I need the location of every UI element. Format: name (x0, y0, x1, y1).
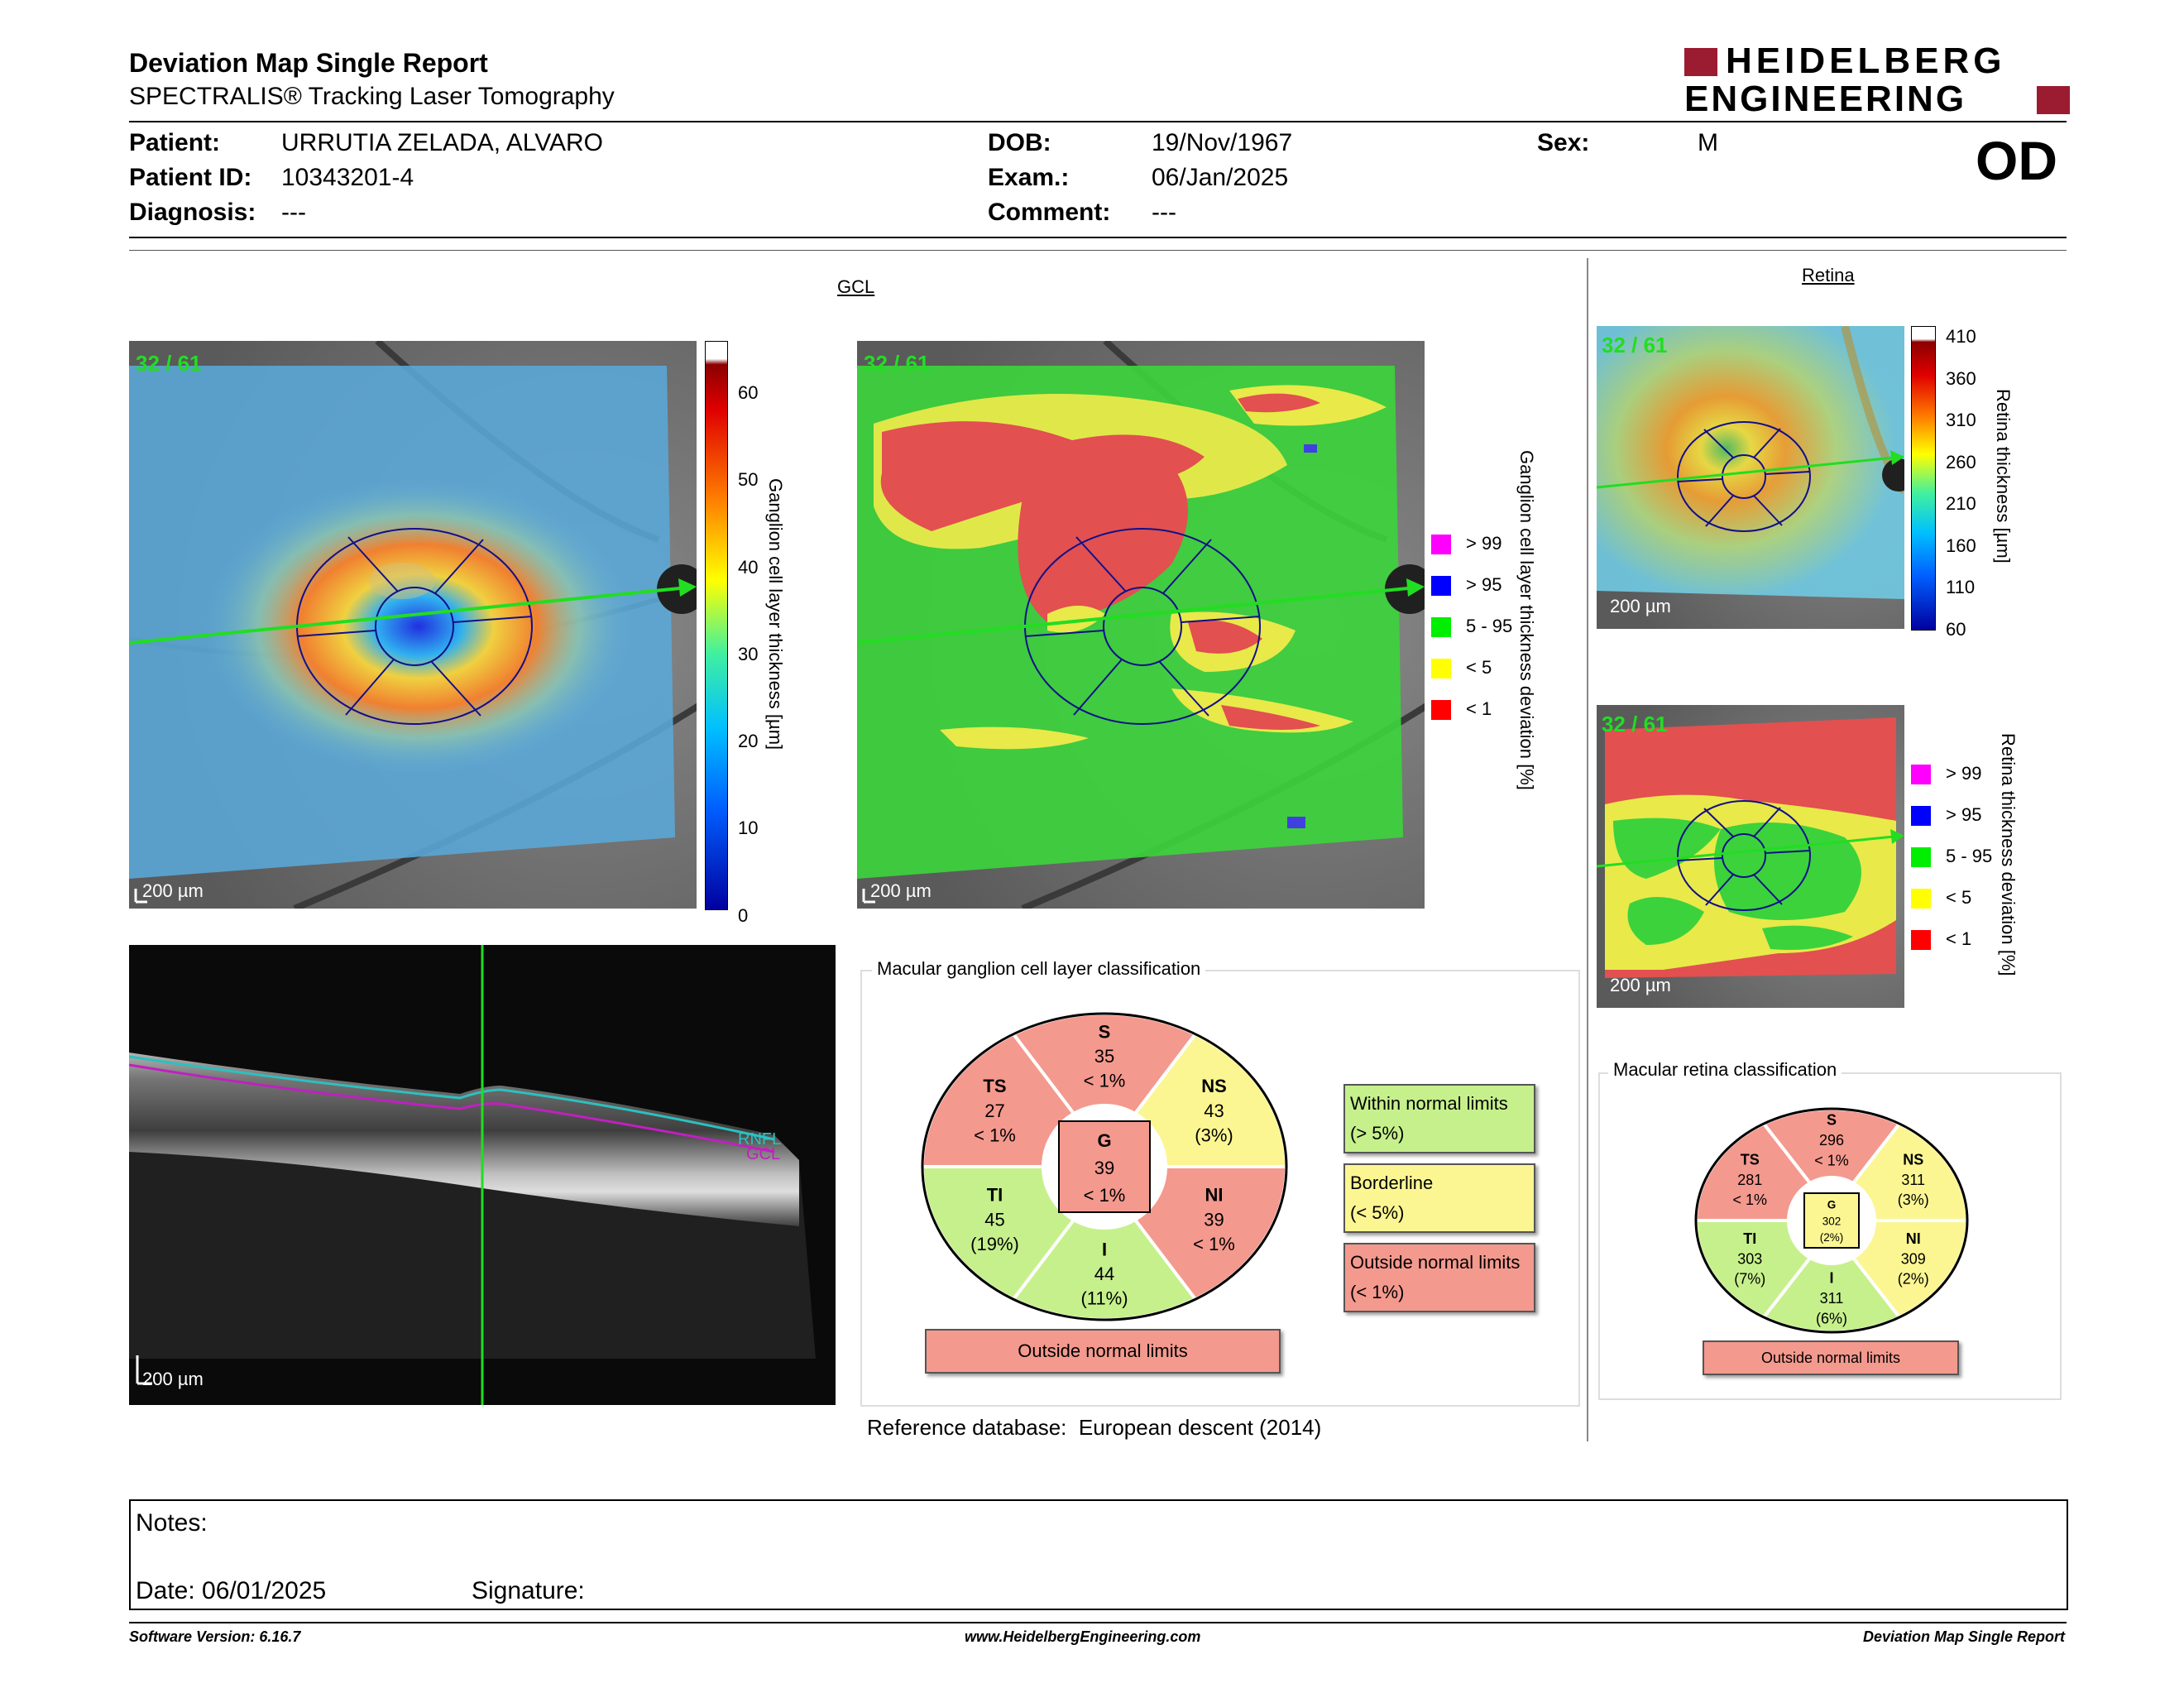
sector-ni-text: 309 (1900, 1250, 1926, 1268)
retina-colorbar (1911, 326, 1936, 631)
legend-item (1431, 533, 1502, 554)
sector-ni-text: 39 (1204, 1209, 1224, 1230)
comment-label: Comment: (988, 199, 1111, 226)
bscan-svg (129, 945, 836, 1405)
retina-thickness-svg (1597, 326, 1904, 629)
sector-ns-text: NS (1903, 1151, 1924, 1168)
legend-label: < 1 (1946, 928, 1972, 949)
sector-ts-text: 27 (984, 1100, 1005, 1121)
sector-g-text: 39 (1094, 1157, 1115, 1178)
colorbar-tick: 60 (738, 382, 759, 403)
oct-bscan[interactable] (129, 945, 836, 1405)
sector-ns-text: (3%) (1195, 1125, 1233, 1146)
legend-swatch (1911, 930, 1931, 950)
legend-item (1911, 928, 1971, 950)
retina-scale-label: 200 µm (1610, 596, 1671, 616)
sector-ni-text: NI (1205, 1184, 1224, 1206)
legend-swatch (1431, 535, 1451, 554)
sex-label: Sex: (1537, 129, 1590, 156)
sector-g-text: G (1827, 1198, 1837, 1211)
retina-dev-ratio-label: 32 / 61 (1602, 712, 1668, 736)
gcl-colorbar-label: Ganglion cell layer thickness [µm] (765, 478, 786, 750)
sector-ti-text: (7%) (1734, 1270, 1766, 1288)
legend-label: 5 - 95 (1946, 846, 1993, 866)
gcl-deviation-map[interactable] (857, 341, 1425, 909)
sector-ti-text: TI (1743, 1230, 1757, 1247)
notes-box[interactable] (129, 1499, 2068, 1610)
sector-ni-text: < 1% (1193, 1233, 1235, 1254)
legend-borderline (1343, 1163, 1535, 1233)
legend-label: < 1 (1466, 698, 1492, 719)
legend-swatch (1431, 576, 1451, 596)
retina-deviation-map[interactable] (1597, 705, 1904, 1008)
retina-result-box: Outside normal limits (1703, 1340, 1959, 1375)
reference-value: European descent (2014) (1078, 1415, 1322, 1440)
heidelberg-logo (1684, 41, 2073, 119)
sector-ts-text: TS (983, 1076, 1007, 1097)
sector-ns-text: NS (1201, 1076, 1227, 1097)
colorbar-tick: 30 (738, 643, 759, 664)
legend-within-line1: Within normal limits (1350, 1093, 1508, 1114)
colorbar-tick: 110 (1946, 577, 1976, 598)
dob-label: DOB: (988, 129, 1051, 156)
legend-outside-line2: (< 1%) (1350, 1282, 1405, 1302)
legend-item (1911, 763, 1981, 784)
patient-id: 10343201-4 (281, 164, 414, 191)
retina-colorbar-label: Retina thickness [µm] (1993, 389, 2014, 563)
sector-s-text: S (1098, 1021, 1111, 1043)
sector-ts-text: < 1% (1732, 1192, 1768, 1209)
sector-i-text: I (1101, 1239, 1108, 1260)
sector-ni-text: NI (1905, 1230, 1921, 1247)
legend-item (1431, 698, 1492, 720)
colorbar-tick: 210 (1946, 493, 1976, 515)
gcl-section-title: GCL (837, 276, 875, 297)
patient-name: URRUTIA ZELADA, ALVARO (281, 129, 603, 156)
sector-s-text: < 1% (1083, 1070, 1126, 1091)
sector-ns-text: (3%) (1897, 1192, 1929, 1209)
legend-swatch (1431, 700, 1451, 720)
legend-label: > 95 (1946, 804, 1982, 825)
sector-g-text: 302 (1822, 1215, 1842, 1228)
footer-version: Software Version: 6.16.7 (129, 1628, 301, 1645)
gcl-thickness-svg (129, 341, 697, 909)
signature-label: Signature: (472, 1577, 585, 1604)
legend-swatch (1911, 847, 1931, 867)
legend-label: 5 - 95 (1466, 616, 1513, 636)
colorbar-tick: 310 (1946, 410, 1976, 431)
notes-label: Notes: (136, 1509, 208, 1537)
retina-sector-chart (1691, 1104, 1972, 1337)
legend-label: > 99 (1466, 533, 1502, 554)
retina-thickness-map[interactable] (1597, 326, 1904, 629)
colorbar-tick: 360 (1946, 367, 1976, 389)
gcl-dev-ratio-label: 32 / 61 (864, 351, 930, 376)
diagnosis-value: --- (281, 199, 306, 226)
footer-report: Deviation Map Single Report (1862, 1628, 2065, 1645)
patient-id-label: Patient ID: (129, 164, 252, 191)
sector-s-text: 296 (1818, 1132, 1845, 1149)
gcl-dev-scale-label: 200 µm (870, 880, 932, 901)
colorbar-tick: 0 (738, 904, 749, 926)
retina-deviation-svg (1597, 705, 1904, 1008)
sector-s-text: 35 (1094, 1046, 1115, 1067)
legend-borderline-line2: (< 5%) (1350, 1202, 1405, 1223)
colorbar-tick: 260 (1946, 451, 1976, 472)
colorbar-tick: 20 (738, 731, 759, 752)
patient-label: Patient: (129, 129, 221, 156)
legend-item (1911, 887, 1971, 909)
reference-database (867, 1415, 1321, 1441)
legend-outside-normal (1343, 1243, 1535, 1312)
colorbar-tick: 40 (738, 556, 759, 578)
sector-g-text: < 1% (1083, 1184, 1126, 1206)
dob-value: 19/Nov/1967 (1152, 129, 1293, 156)
legend-label: < 5 (1466, 657, 1492, 678)
retina-deviation-label: Retina thickness deviation [%] (1998, 733, 2019, 976)
sector-s-text: < 1% (1814, 1152, 1849, 1169)
legend-item (1431, 574, 1502, 596)
retina-classification-title: Macular retina classification (1608, 1059, 1842, 1081)
sector-ts-text: 281 (1737, 1171, 1763, 1188)
retina-ratio-label: 32 / 61 (1602, 333, 1668, 357)
sector-ts-text: < 1% (974, 1125, 1016, 1146)
gcl-deviation-svg (857, 341, 1425, 909)
sector-i-text: (11%) (1080, 1288, 1128, 1309)
legend-item (1911, 846, 1992, 867)
comment-value: --- (1152, 199, 1176, 226)
legend-item (1431, 657, 1492, 679)
legend-swatch (1911, 765, 1931, 784)
report-subtitle: SPECTRALIS® Tracking Laser Tomography (129, 83, 615, 110)
logo-line1: HEIDELBERG (1726, 41, 2006, 81)
sector-ti-text: TI (986, 1184, 1003, 1206)
legend-swatch (1911, 806, 1931, 826)
retina-dev-scale-label: 200 µm (1610, 975, 1671, 995)
legend-swatch (1431, 617, 1451, 637)
retina-section-title: Retina (1802, 265, 1855, 285)
colorbar-tick: 60 (1946, 618, 1966, 640)
gcl-sector-chart (918, 1009, 1291, 1324)
gcl-classification-title: Macular ganglion cell layer classification (872, 958, 1205, 980)
legend-item (1431, 616, 1512, 637)
sector-ti-text: 45 (984, 1209, 1005, 1230)
gcl-thickness-map[interactable] (129, 341, 697, 909)
legend-outside-line1: Outside normal limits (1350, 1252, 1521, 1273)
exam-label: Exam.: (988, 164, 1070, 191)
footer-url[interactable]: www.HeidelbergEngineering.com (965, 1628, 1201, 1645)
sex-value: M (1698, 129, 1718, 156)
gcl-scale-label: 200 µm (142, 880, 204, 901)
sector-s-text: S (1826, 1111, 1837, 1129)
legend-item (1911, 804, 1981, 826)
eye-label: OD (1976, 130, 2057, 191)
sector-i-text: I (1829, 1269, 1834, 1287)
sector-g-text: (2%) (1819, 1231, 1844, 1244)
reference-sep: : (1061, 1415, 1067, 1440)
legend-within-line2: (> 5%) (1350, 1123, 1405, 1144)
sector-g-text: G (1097, 1129, 1112, 1151)
gcl-ratio-label: 32 / 61 (136, 351, 202, 376)
gcl-colorbar (705, 341, 728, 910)
legend-borderline-line1: Borderline (1350, 1172, 1434, 1193)
colorbar-tick: 10 (738, 818, 759, 839)
sector-i-text: (6%) (1815, 1310, 1848, 1327)
legend-label: > 99 (1946, 763, 1982, 784)
sector-i-text: 311 (1819, 1290, 1844, 1307)
sector-ti-text: (19%) (970, 1233, 1019, 1254)
legend-label: < 5 (1946, 887, 1972, 908)
sector-i-text: 44 (1094, 1264, 1115, 1284)
legend-within-normal (1343, 1084, 1535, 1153)
gcl-layer-label: GCL (746, 1145, 781, 1163)
sector-ti-text: 303 (1737, 1250, 1763, 1268)
legend-label: > 95 (1466, 574, 1502, 595)
colorbar-tick: 160 (1946, 535, 1976, 556)
reference-label: Reference database (867, 1415, 1061, 1440)
logo-line2: ENGINEERING (1684, 79, 1967, 119)
legend-swatch (1911, 889, 1931, 909)
colorbar-tick: 50 (738, 469, 759, 491)
sector-ns-text: 43 (1204, 1100, 1224, 1121)
sector-ts-text: TS (1740, 1151, 1760, 1168)
date-label: Date: 06/01/2025 (136, 1577, 327, 1604)
gcl-deviation-label: Ganglion cell layer thickness deviation [%] (1516, 450, 1537, 790)
rnfl-label: RNFL (738, 1130, 782, 1149)
report-title: Deviation Map Single Report (129, 48, 488, 78)
sector-ni-text: (2%) (1897, 1270, 1929, 1288)
exam-value: 06/Jan/2025 (1152, 164, 1289, 191)
colorbar-tick: 410 (1946, 326, 1976, 347)
sector-ns-text: 311 (1901, 1171, 1926, 1188)
legend-swatch (1431, 659, 1451, 679)
gcl-result-box: Outside normal limits (925, 1329, 1281, 1374)
diagnosis-label: Diagnosis: (129, 199, 256, 226)
bscan-scale-label: 200 µm (142, 1369, 204, 1389)
